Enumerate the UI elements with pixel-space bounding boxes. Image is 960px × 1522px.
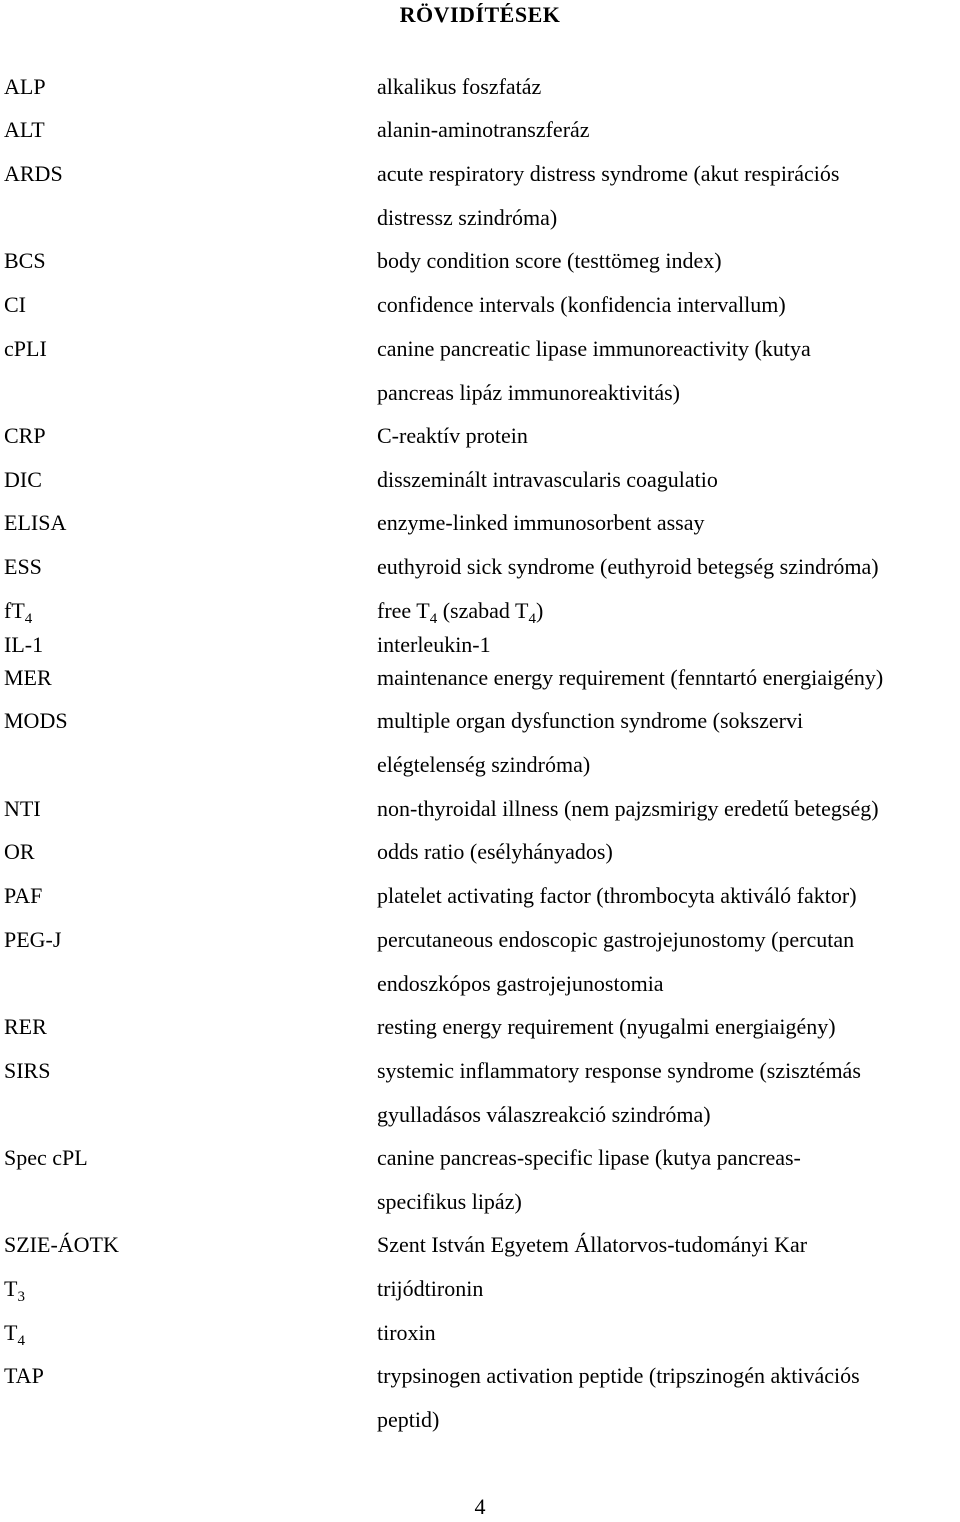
subscript: 3	[17, 1289, 25, 1305]
abbreviation-row	[0, 794, 960, 824]
abbreviation	[4, 596, 32, 629]
abbreviation-row	[0, 508, 960, 538]
definition: trijódtironin	[377, 1276, 484, 1301]
abbreviation-row	[0, 596, 960, 626]
page-title: RÖVIDÍTÉSEK	[399, 2, 561, 27]
abbreviation: PAF	[4, 883, 43, 908]
abbreviation: RER	[4, 1014, 47, 1039]
definition-continuation: specifikus lipáz)	[377, 1189, 522, 1214]
definition: alanin-aminotranszferáz	[377, 117, 590, 142]
subscript: 4	[429, 611, 438, 627]
subscript: 4	[528, 611, 536, 627]
definition-continuation: elégtelenség szindróma)	[377, 752, 591, 777]
abbreviation-row	[0, 159, 960, 230]
abbreviation-row	[0, 925, 960, 996]
definition: canine pancreas-specific lipase (kutya pancreas-	[377, 1145, 801, 1170]
abbreviation-row	[0, 1230, 960, 1260]
abbreviation-row	[0, 334, 960, 405]
definition	[377, 596, 543, 629]
abbreviation: ALT	[4, 117, 45, 142]
abbreviation: OR	[4, 839, 35, 864]
definition: interleukin-1	[377, 632, 491, 657]
definition-continuation: endoszkópos gastrojejunostomia	[377, 971, 664, 996]
subscript: 4	[17, 1333, 25, 1349]
definition: multiple organ dysfunction syndrome (sokszervi	[377, 708, 804, 733]
abbreviation-row	[0, 246, 960, 276]
abbreviation: MODS	[4, 708, 68, 733]
abbreviation	[4, 1274, 25, 1307]
definition: body condition score (testtömeg index)	[377, 248, 722, 273]
definition-continuation: distressz szindróma)	[377, 205, 558, 230]
definition: disszeminált intravascularis coagulatio	[377, 467, 718, 492]
abbreviation: ALP	[4, 74, 46, 99]
definition: canine pancreatic lipase immunoreactivity (kutya	[377, 336, 811, 361]
abbreviation-base: T	[4, 1320, 18, 1345]
definition-part: free T	[377, 598, 430, 623]
abbreviation: SZIE-ÁOTK	[4, 1232, 119, 1257]
abbreviation: ESS	[4, 554, 42, 579]
abbreviation-row	[0, 552, 960, 582]
abbreviation-row	[0, 72, 960, 102]
definition: alkalikus foszfatáz	[377, 74, 542, 99]
subscript: 4	[24, 611, 33, 627]
definition: Szent István Egyetem Állatorvos-tudományi Kar	[377, 1232, 808, 1257]
definition: tiroxin	[377, 1320, 436, 1345]
abbreviation-row	[0, 290, 960, 320]
abbreviation: DIC	[4, 467, 42, 492]
abbreviation-row	[0, 465, 960, 495]
abbreviation-row	[0, 1012, 960, 1042]
definition-continuation: gyulladásos válaszreakció szindróma)	[377, 1102, 711, 1127]
definition: resting energy requirement (nyugalmi energiaigény)	[377, 1014, 836, 1039]
abbreviation: Spec cPL	[4, 1145, 88, 1170]
abbreviation: ELISA	[4, 510, 67, 535]
abbreviation-row	[0, 1056, 960, 1127]
abbreviation: BCS	[4, 248, 46, 273]
definition: non-thyroidal illness (nem pajzsmirigy eredetű betegség)	[377, 796, 879, 821]
abbreviation-row	[0, 1274, 960, 1304]
definition: euthyroid sick syndrome (euthyroid betegség szindróma)	[377, 554, 879, 579]
definition-continuation: peptid)	[377, 1407, 440, 1432]
abbreviation-row	[0, 115, 960, 145]
definition-part: (szabad T	[437, 598, 529, 623]
abbreviation: CI	[4, 292, 26, 317]
definition-part: )	[535, 598, 544, 623]
abbreviation-base: T	[4, 1276, 18, 1301]
abbreviation: ARDS	[4, 161, 63, 186]
abbreviation: PEG-J	[4, 927, 62, 952]
abbreviation: SIRS	[4, 1058, 51, 1083]
definition: systemic inflammatory response syndrome (szisztémás	[377, 1058, 861, 1083]
abbreviation-row	[0, 837, 960, 867]
definition-continuation: pancreas lipáz immunoreaktivitás)	[377, 380, 680, 405]
definition: enzyme-linked immunosorbent assay	[377, 510, 705, 535]
abbreviation-row	[0, 663, 960, 693]
abbreviation-row	[0, 1318, 960, 1348]
definition: trypsinogen activation peptide (tripszinogén aktivációs	[377, 1363, 860, 1388]
definition: percutaneous endoscopic gastrojejunostomy (percutan	[377, 927, 855, 952]
abbreviation-row	[0, 1361, 960, 1432]
abbreviation-row	[0, 421, 960, 451]
definition: acute respiratory distress syndrome (akut respirációs	[377, 161, 840, 186]
definition: odds ratio (esélyhányados)	[377, 839, 613, 864]
abbreviation: TAP	[4, 1363, 44, 1388]
abbreviation-row	[0, 1143, 960, 1214]
abbreviation-row	[0, 630, 960, 660]
abbreviation-row	[0, 706, 960, 777]
definition: maintenance energy requirement (fenntartó energiaigény)	[377, 665, 884, 690]
abbreviation: NTI	[4, 796, 41, 821]
abbreviation-base: fT	[4, 598, 25, 623]
abbreviation: IL-1	[4, 632, 44, 657]
abbreviation-row	[0, 881, 960, 911]
page-number: 4	[474, 1494, 486, 1519]
abbreviation: CRP	[4, 423, 46, 448]
abbreviation: cPLI	[4, 336, 47, 361]
definition: C-reaktív protein	[377, 423, 528, 448]
abbreviation	[4, 1318, 25, 1351]
definition: confidence intervals (konfidencia intervallum)	[377, 292, 786, 317]
abbreviation: MER	[4, 665, 52, 690]
definition: platelet activating factor (thrombocyta aktiváló faktor)	[377, 883, 857, 908]
